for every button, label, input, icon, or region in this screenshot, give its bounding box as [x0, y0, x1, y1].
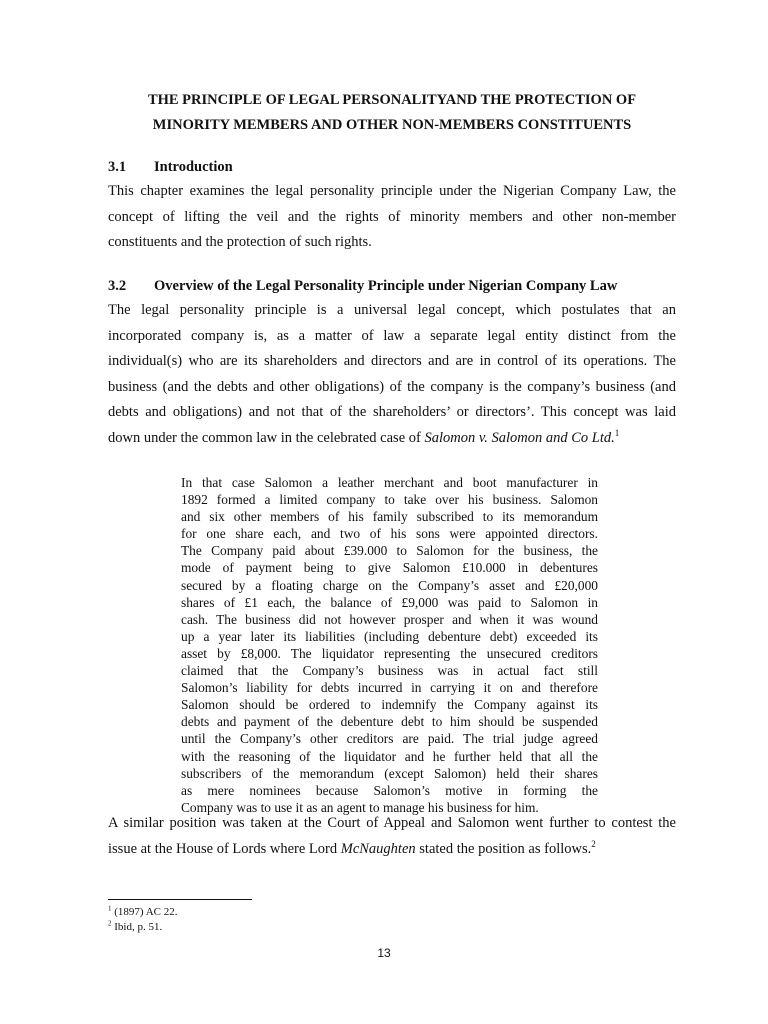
paragraph-line: debts and obligations) and not that of the shareholders’ or directors’. This concept was laid: [108, 404, 676, 420]
paragraph-text: issue at the House of Lords where Lord: [108, 840, 341, 857]
footnote-item: [108, 920, 178, 935]
paragraph-line: business (and the debts and other obligations) of the company is the company’s business (and: [108, 378, 676, 395]
quote-line: until the Company’s other creditors are paid. The trial judge agreed: [181, 731, 598, 747]
quote-line: claimed that the Company’s business was in actual fact still: [181, 663, 598, 679]
footnote-separator: [108, 899, 252, 900]
quote-line: mode of payment being to give Salomon £10.000 in debentures: [181, 560, 598, 576]
footnotes: [108, 905, 178, 934]
paragraph-line: concept of lifting the veil and the rights of minority members and other non-member: [108, 208, 676, 225]
introduction-paragraph: [108, 179, 676, 256]
footnote-text: Ibid, p. 51.: [111, 920, 163, 933]
section-heading-3-1: [108, 157, 676, 177]
section-title: Introduction: [154, 159, 233, 175]
chapter-title: [108, 88, 676, 138]
paragraph-line: [108, 426, 676, 452]
paragraph-line: individual(s) who are its shareholders and directors and are in control of its operations. The: [108, 353, 676, 369]
quote-line: shares of £1 each, the balance of £9,000 was paid to Salomon in: [181, 594, 598, 610]
chapter-title-line-1: THE PRINCIPLE OF LEGAL PERSONALITYAND THE PROTECTION OF: [147, 92, 637, 108]
paragraph-text: stated the position as follows.: [415, 840, 592, 857]
quote-line: as mere nominees because Salomon’s motive in forming the: [181, 782, 598, 798]
quote-line: The Company paid about £39.000 to Salomon for the business, the: [181, 543, 598, 559]
footnote-text: (1897) AC 22.: [111, 906, 178, 918]
quote-line: Company was to use it as an agent to manage his business for him.: [181, 799, 539, 815]
quote-line: Salomon’s liability for debts incurred in carrying it on and therefore: [181, 680, 598, 696]
paragraph-line: constituents and the protection of such rights.: [108, 234, 372, 250]
footnote-mark: 2: [108, 918, 112, 927]
footnote-reference: 2: [591, 838, 596, 849]
paragraph-line: A similar position was taken at the Court of Appeal and Salomon went further to contest the: [108, 815, 676, 831]
footnote-mark: 1: [108, 904, 112, 913]
section-number: 3.2: [108, 278, 127, 294]
footnote-reference: 1: [614, 427, 620, 438]
quote-line: debts and payment of the debenture debt to him should be suspended: [181, 714, 598, 730]
quote-line: for one share each, and two of his sons were appointed directors.: [181, 526, 598, 542]
chapter-title-line-2: MINORITY MEMBERS AND OTHER NON-MEMBERS CONSTITUENTS: [152, 117, 632, 133]
quote-line: In that case Salomon a leather merchant and boot manufacturer in: [181, 475, 598, 490]
quote-line: asset by £8,000. The liquidator representing the unsecured creditors: [181, 645, 598, 661]
quote-line: secured by a floating charge on the Company’s asset and £20,000: [181, 577, 598, 593]
paragraph-line: [108, 837, 676, 863]
quote-line: with the reasoning of the liquidator and he further held that all the: [181, 748, 598, 764]
page-number: 13: [377, 946, 391, 960]
section-heading-3-2: [108, 276, 676, 296]
quote-line: up a year later its liabilities (including debenture debt) exceeded its: [181, 628, 598, 644]
quote-line: Salomon should be ordered to indemnify the Company against its: [181, 697, 598, 713]
after-quote-paragraph: [108, 811, 676, 862]
paragraph-line: This chapter examines the legal personality principle under the Nigerian Company Law, the: [108, 183, 676, 199]
quote-line: and six other members of his family subscribed to its memorandum: [181, 509, 598, 525]
paragraph-line: incorporated company is, as a matter of law a separate legal entity distinct from the: [108, 327, 676, 344]
quote-line: 1892 formed a limited company to take over his business. Salomon: [181, 492, 598, 508]
quote-line: cash. The business did not however prosper and when it was wound: [181, 611, 598, 627]
overview-paragraph: [108, 298, 676, 451]
block-quote: [181, 474, 598, 816]
section-number: 3.1: [108, 159, 127, 175]
paragraph-text: down under the common law in the celebrated case of: [108, 429, 425, 446]
footnote-item: [108, 905, 178, 920]
case-citation: Salomon v. Salomon and Co Ltd.: [424, 429, 615, 446]
judge-name: McNaughten: [340, 840, 416, 857]
quote-line: subscribers of the memorandum (except Salomon) held their shares: [181, 765, 598, 781]
section-title: Overview of the Legal Personality Principle under Nigerian Company Law: [154, 278, 618, 294]
paragraph-line: The legal personality principle is a universal legal concept, which postulates that an: [108, 302, 676, 318]
